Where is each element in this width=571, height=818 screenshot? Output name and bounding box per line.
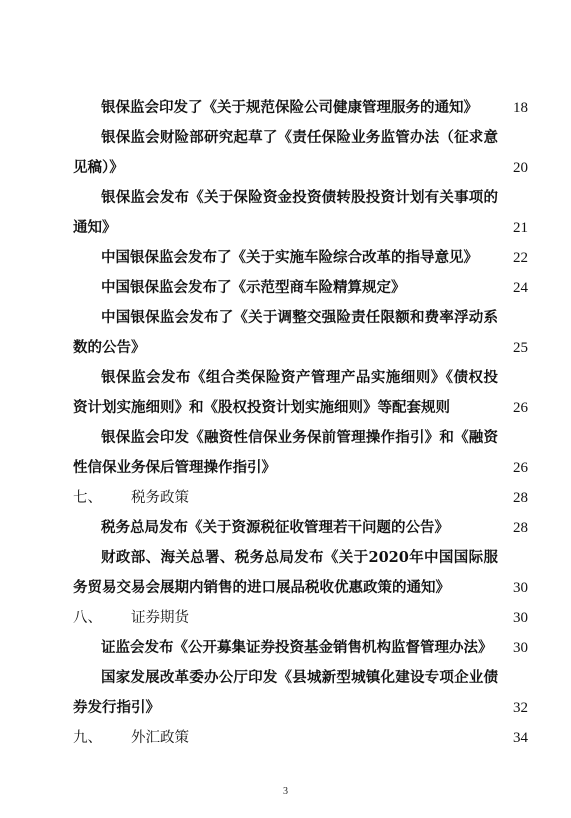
toc-section-number: 七、 — [73, 490, 102, 506]
toc-entry-page: 24 — [513, 280, 528, 296]
toc-section-heading[interactable] — [73, 483, 528, 513]
toc-section-number: 八、 — [73, 610, 102, 626]
toc-entry-title: 中国银保监会发布了《关于调整交强险责任限额和费率浮动系数的公告》 — [73, 309, 498, 356]
toc-entry[interactable] — [73, 303, 528, 363]
toc-entry[interactable] — [73, 123, 528, 183]
toc-section-page: 30 — [513, 610, 528, 626]
toc-entry-page: 21 — [513, 220, 528, 236]
toc-entry[interactable] — [73, 663, 528, 723]
toc-entry-page: 22 — [513, 250, 528, 266]
toc-entry[interactable] — [73, 183, 528, 243]
toc-entry[interactable] — [73, 363, 528, 423]
toc-entry-page: 25 — [513, 340, 528, 356]
page-number: 3 — [283, 786, 288, 797]
toc-section-page: 28 — [513, 490, 528, 506]
toc-entry[interactable] — [73, 273, 528, 303]
toc-section-page: 34 — [513, 730, 528, 746]
toc-section-number: 九、 — [73, 730, 102, 746]
toc-entry[interactable] — [73, 543, 528, 603]
toc-entry[interactable] — [73, 513, 528, 543]
toc-section-heading[interactable] — [73, 603, 528, 633]
toc-entry-page: 32 — [513, 700, 528, 716]
toc-entry[interactable] — [73, 423, 528, 483]
toc-entry-page: 30 — [513, 580, 528, 596]
toc-entry[interactable] — [73, 93, 528, 123]
toc-entry[interactable] — [73, 243, 528, 273]
toc-entry-title: 银保监会发布《关于保险资金投资债转股投资计划有关事项的通知》 — [73, 189, 498, 236]
toc-entry-title: 银保监会财险部研究起草了《责任保险业务监管办法（征求意见稿）》 — [73, 129, 498, 176]
toc-entry-page: 30 — [513, 640, 528, 656]
toc-entry-title: 中国银保监会发布了《关于实施车险综合改革的指导意见》 — [101, 249, 478, 266]
toc-entry-title: 中国银保监会发布了《示范型商车险精算规定》 — [101, 279, 406, 296]
toc-entry-page: 18 — [513, 100, 528, 116]
toc-entry-page: 28 — [513, 520, 528, 536]
toc-entry-title: 证监会发布《公开募集证券投资基金销售机构监督管理办法》 — [101, 639, 493, 656]
toc-entry-page: 26 — [513, 400, 528, 416]
toc-entry-title: 国家发展改革委办公厅印发《县城新型城镇化建设专项企业债券发行指引》 — [73, 669, 498, 716]
toc-section-heading[interactable] — [73, 723, 528, 753]
toc-entry-title: 税务总局发布《关于资源税征收管理若干问题的公告》 — [101, 519, 449, 536]
toc-entry-title: 银保监会印发了《关于规范保险公司健康管理服务的通知》 — [101, 99, 478, 116]
toc-entry[interactable] — [73, 633, 528, 663]
toc-section-title: 证券期货 — [131, 610, 189, 626]
toc-section-title: 税务政策 — [131, 490, 189, 506]
toc-section-title: 外汇政策 — [131, 730, 189, 746]
table-of-contents — [73, 93, 528, 753]
toc-entry-title: 财政部、海关总署、税务总局发布《关于2020年中国国际服务贸易交易会展期内销售的进口展品税收优惠政策的通知》 — [73, 549, 498, 596]
toc-entry-title: 银保监会印发《融资性信保业务保前管理操作指引》和《融资性信保业务保后管理操作指引》 — [73, 429, 498, 476]
toc-entry-page: 26 — [513, 460, 528, 476]
toc-entry-page: 20 — [513, 160, 528, 176]
toc-entry-title: 银保监会发布《组合类保险资产管理产品实施细则》《债权投资计划实施细则》和《股权投资计划实施细则》等配套规则 — [73, 369, 498, 416]
